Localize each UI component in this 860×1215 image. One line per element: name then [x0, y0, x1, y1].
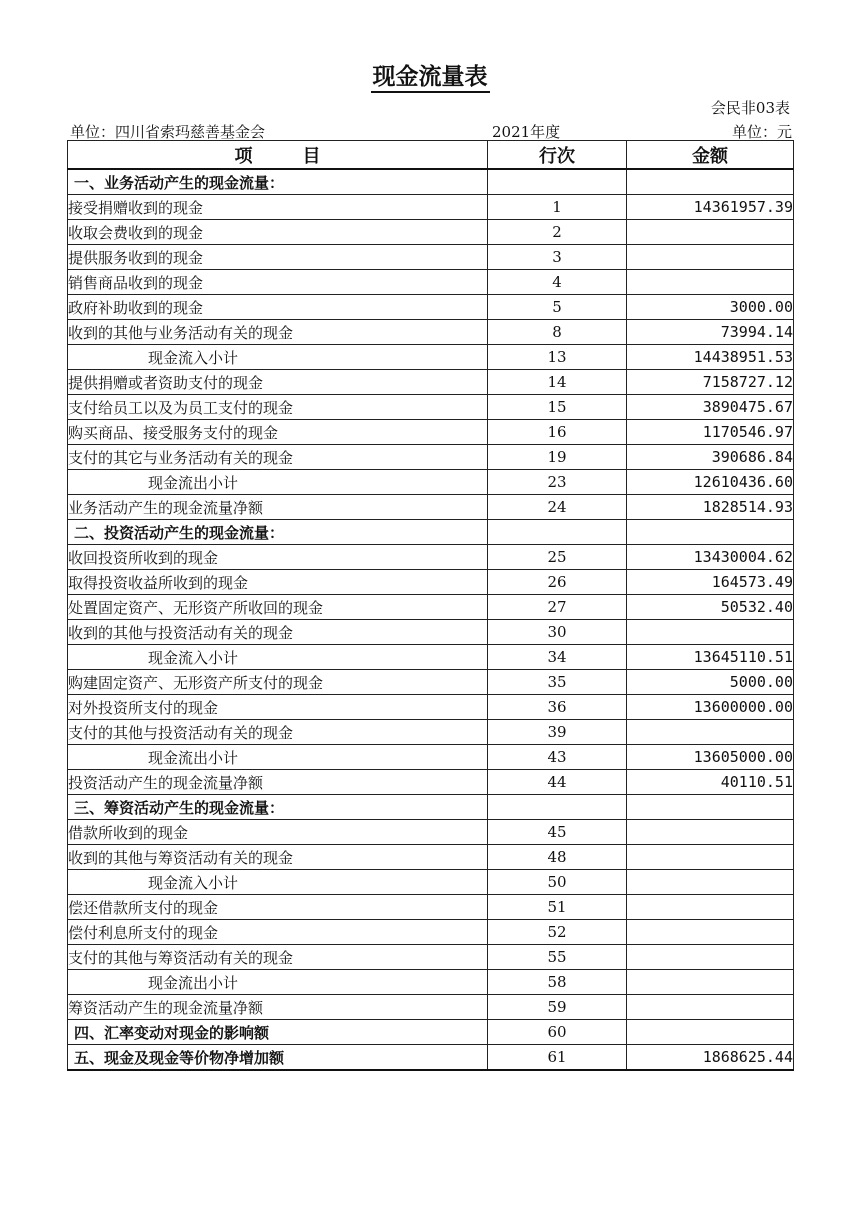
row-item-label: 处置固定资产、无形资产所收回的现金 — [68, 595, 488, 620]
organization-unit: 单位：四川省索玛慈善基金会 — [70, 123, 266, 141]
row-item-label: 提供服务收到的现金 — [68, 245, 488, 270]
table-row — [68, 695, 794, 720]
row-item-label: 收回投资所收到的现金 — [68, 545, 488, 570]
cash-flow-table — [67, 140, 794, 1071]
row-line-number: 61 — [488, 1045, 627, 1071]
row-line-number: 52 — [488, 920, 627, 945]
table-row — [68, 195, 794, 220]
row-item-label: 购建固定资产、无形资产所支付的现金 — [68, 670, 488, 695]
currency-unit: 单位：元 — [731, 123, 792, 141]
row-amount — [627, 895, 794, 920]
row-amount: 13605000.00 — [627, 745, 794, 770]
section-row — [68, 520, 794, 545]
row-line-number: 8 — [488, 320, 627, 345]
section-row — [68, 1020, 794, 1045]
subtotal-row — [68, 745, 794, 770]
table-body — [68, 169, 794, 1070]
row-amount: 12610436.60 — [627, 470, 794, 495]
row-line-number: 26 — [488, 570, 627, 595]
subtotal-row — [68, 870, 794, 895]
row-amount: 40110.51 — [627, 770, 794, 795]
row-line-number: 60 — [488, 1020, 627, 1045]
row-item-label: 提供捐赠或者资助支付的现金 — [68, 370, 488, 395]
row-line-number: 13 — [488, 345, 627, 370]
table-row — [68, 995, 794, 1020]
row-line-number: 15 — [488, 395, 627, 420]
row-amount: 14438951.53 — [627, 345, 794, 370]
row-amount: 3890475.67 — [627, 395, 794, 420]
row-line-number: 55 — [488, 945, 627, 970]
table-row — [68, 945, 794, 970]
table-row — [68, 595, 794, 620]
row-line-number: 19 — [488, 445, 627, 470]
row-amount — [627, 845, 794, 870]
row-amount — [627, 820, 794, 845]
row-amount: 1828514.93 — [627, 495, 794, 520]
row-item-label: 取得投资收益所收到的现金 — [68, 570, 488, 595]
row-line-number: 3 — [488, 245, 627, 270]
row-item-label: 五、现金及现金等价物净增加额 — [68, 1045, 488, 1071]
row-amount — [627, 995, 794, 1020]
row-line-number: 25 — [488, 545, 627, 570]
document-title-text: 现金流量表 — [371, 64, 490, 93]
row-item-label: 投资活动产生的现金流量净额 — [68, 770, 488, 795]
row-item-label: 销售商品收到的现金 — [68, 270, 488, 295]
table-row — [68, 370, 794, 395]
subtotal-row — [68, 645, 794, 670]
row-item-label: 现金流出小计 — [68, 470, 488, 495]
row-item-label: 现金流入小计 — [68, 345, 488, 370]
row-amount: 13645110.51 — [627, 645, 794, 670]
row-line-number: 58 — [488, 970, 627, 995]
row-amount: 14361957.39 — [627, 195, 794, 220]
row-item-label: 支付的其他与筹资活动有关的现金 — [68, 945, 488, 970]
row-line-number: 44 — [488, 770, 627, 795]
row-item-label: 偿付利息所支付的现金 — [68, 920, 488, 945]
row-amount: 7158727.12 — [627, 370, 794, 395]
row-line-number — [488, 795, 627, 820]
section-row — [68, 795, 794, 820]
row-amount: 164573.49 — [627, 570, 794, 595]
section-row — [68, 169, 794, 195]
row-line-number: 27 — [488, 595, 627, 620]
row-amount: 3000.00 — [627, 295, 794, 320]
row-item-label: 借款所收到的现金 — [68, 820, 488, 845]
subtotal-row — [68, 470, 794, 495]
table-row — [68, 845, 794, 870]
table-row — [68, 270, 794, 295]
table-row — [68, 820, 794, 845]
row-line-number: 24 — [488, 495, 627, 520]
row-line-number: 1 — [488, 195, 627, 220]
row-amount: 1170546.97 — [627, 420, 794, 445]
row-item-label: 现金流入小计 — [68, 645, 488, 670]
table-row — [68, 295, 794, 320]
row-amount — [627, 1020, 794, 1045]
row-amount — [627, 920, 794, 945]
row-amount — [627, 620, 794, 645]
row-amount: 13600000.00 — [627, 695, 794, 720]
row-item-label: 现金流入小计 — [68, 870, 488, 895]
row-line-number: 35 — [488, 670, 627, 695]
subtotal-row — [68, 345, 794, 370]
row-line-number: 36 — [488, 695, 627, 720]
row-amount — [627, 169, 794, 195]
header-line-number: 行次 — [488, 141, 627, 170]
table-row — [68, 320, 794, 345]
row-item-label: 收到的其他与筹资活动有关的现金 — [68, 845, 488, 870]
row-line-number — [488, 520, 627, 545]
row-line-number: 50 — [488, 870, 627, 895]
table-header-row — [68, 141, 794, 170]
table-row — [68, 920, 794, 945]
row-amount — [627, 520, 794, 545]
row-item-label: 政府补助收到的现金 — [68, 295, 488, 320]
document-title — [0, 58, 860, 91]
row-amount — [627, 220, 794, 245]
table-row — [68, 495, 794, 520]
row-amount: 73994.14 — [627, 320, 794, 345]
row-item-label: 对外投资所支付的现金 — [68, 695, 488, 720]
row-item-label: 四、汇率变动对现金的影响额 — [68, 1020, 488, 1045]
table-row — [68, 395, 794, 420]
report-year: 2021年度 — [492, 123, 561, 141]
row-line-number: 5 — [488, 295, 627, 320]
row-item-label: 现金流出小计 — [68, 745, 488, 770]
header-amount: 金额 — [627, 141, 794, 170]
table-row — [68, 445, 794, 470]
form-code: 会民非03表 — [710, 99, 790, 117]
row-amount — [627, 245, 794, 270]
row-item-label: 收到的其他与投资活动有关的现金 — [68, 620, 488, 645]
row-amount — [627, 720, 794, 745]
row-line-number: 2 — [488, 220, 627, 245]
row-item-label: 二、投资活动产生的现金流量： — [68, 520, 488, 545]
row-line-number: 30 — [488, 620, 627, 645]
table-row — [68, 245, 794, 270]
table-row — [68, 720, 794, 745]
row-item-label: 筹资活动产生的现金流量净额 — [68, 995, 488, 1020]
row-item-label: 购买商品、接受服务支付的现金 — [68, 420, 488, 445]
row-item-label: 一、业务活动产生的现金流量： — [68, 169, 488, 195]
row-amount — [627, 795, 794, 820]
row-amount — [627, 270, 794, 295]
header-item: 项目 — [68, 141, 488, 170]
row-item-label: 业务活动产生的现金流量净额 — [68, 495, 488, 520]
subtotal-row — [68, 970, 794, 995]
row-amount — [627, 870, 794, 895]
row-amount — [627, 970, 794, 995]
row-item-label: 接受捐赠收到的现金 — [68, 195, 488, 220]
row-line-number: 39 — [488, 720, 627, 745]
row-item-label: 收到的其他与业务活动有关的现金 — [68, 320, 488, 345]
row-item-label: 支付的其它与业务活动有关的现金 — [68, 445, 488, 470]
section-row — [68, 1045, 794, 1071]
row-line-number — [488, 169, 627, 195]
row-amount: 1868625.44 — [627, 1045, 794, 1071]
table-row — [68, 570, 794, 595]
row-amount: 50532.40 — [627, 595, 794, 620]
row-line-number: 14 — [488, 370, 627, 395]
table-row — [68, 670, 794, 695]
row-item-label: 支付的其他与投资活动有关的现金 — [68, 720, 488, 745]
row-item-label: 偿还借款所支付的现金 — [68, 895, 488, 920]
table-row — [68, 220, 794, 245]
row-line-number: 34 — [488, 645, 627, 670]
row-line-number: 51 — [488, 895, 627, 920]
row-item-label: 三、筹资活动产生的现金流量： — [68, 795, 488, 820]
row-line-number: 43 — [488, 745, 627, 770]
table-row — [68, 620, 794, 645]
row-item-label: 收取会费收到的现金 — [68, 220, 488, 245]
row-line-number: 59 — [488, 995, 627, 1020]
row-line-number: 48 — [488, 845, 627, 870]
row-item-label: 现金流出小计 — [68, 970, 488, 995]
row-amount: 390686.84 — [627, 445, 794, 470]
table-row — [68, 770, 794, 795]
table-row — [68, 545, 794, 570]
row-amount — [627, 945, 794, 970]
row-line-number: 23 — [488, 470, 627, 495]
row-item-label: 支付给员工以及为员工支付的现金 — [68, 395, 488, 420]
row-amount: 13430004.62 — [627, 545, 794, 570]
row-line-number: 45 — [488, 820, 627, 845]
row-line-number: 16 — [488, 420, 627, 445]
table-row — [68, 895, 794, 920]
row-amount: 5000.00 — [627, 670, 794, 695]
table-row — [68, 420, 794, 445]
row-line-number: 4 — [488, 270, 627, 295]
